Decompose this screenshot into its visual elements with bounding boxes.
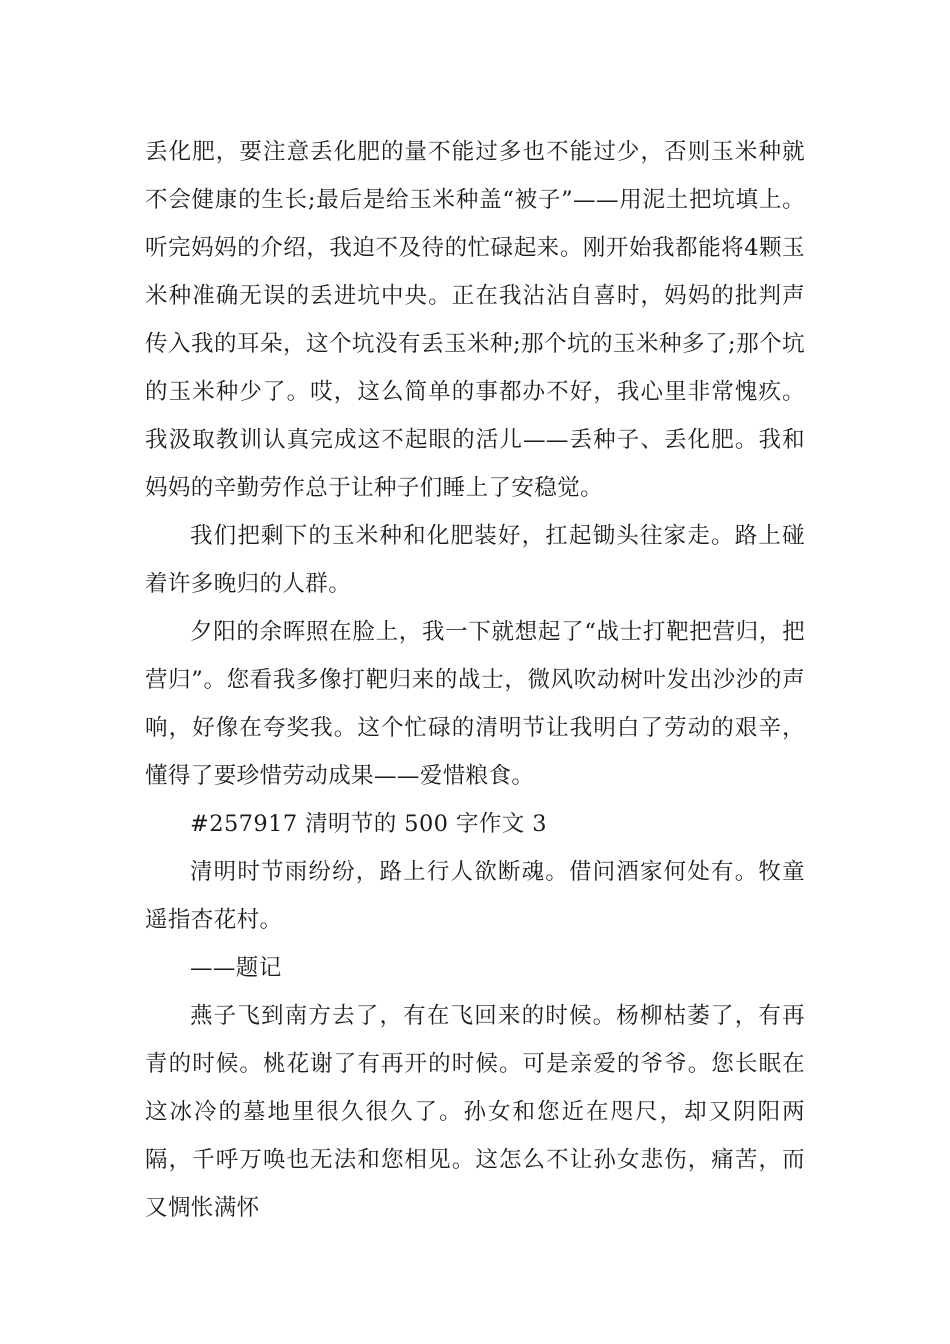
section-heading: #257917 清明节的 500 字作文 3 [190,811,547,837]
epigraph-note: ——题记 [190,955,282,981]
document-body [145,128,805,1232]
paragraph-fertilizer: 丢化肥，要注意丢化肥的量不能过多也不能过少，否则玉米种就不会健康的生长;最后是给玉米种盖“被子”——用泥土把坑填上。听完妈妈的介绍，我迫不及待的忙碌起来。刚开始我都能将4颗玉米种准确无误的丢进坑中央。正在我沾沾自喜时，妈妈的批判声传入我的耳朵，这个坑没有丢玉米种;那个坑的玉米种多了;那个坑的玉米种少了。哎，这么简单的事都办不好，我心里非常愧疚。我汲取教训认真完成这不起眼的活儿——丢种子、丢化肥。我和妈妈的辛勤劳作总于让种子们睡上了安稳觉。 [145,139,805,501]
paragraph-grandpa: 燕子飞到南方去了，有在飞回来的时候。杨柳枯萎了，有再青的时候。桃花谢了有再开的时候。可是亲爱的爷爷。您长眠在这冰冷的墓地里很久很久了。孙女和您近在咫尺，却又阴阳两隔，千呼万唤也无法和您相见。这怎么不让孙女悲伤，痛苦，而又惆怅满怀 [145,1003,805,1221]
paragraph-walk-home: 我们把剩下的玉米种和化肥装好，扛起锄头往家走。路上碰着许多晚归的人群。 [145,523,805,597]
paragraph-sunset: 夕阳的余晖照在脸上，我一下就想起了“战士打靶把营归，把营归”。您看我多像打靶归来的战士，微风吹动树叶发出沙沙的声响，好像在夸奖我。这个忙碌的清明节让我明白了劳动的艰辛，懂得了要珍惜劳动成果——爱惜粮食。 [145,619,805,789]
paragraph-poem: 清明时节雨纷纷，路上行人欲断魂。借问酒家何处有。牧童遥指杏花村。 [145,859,805,933]
